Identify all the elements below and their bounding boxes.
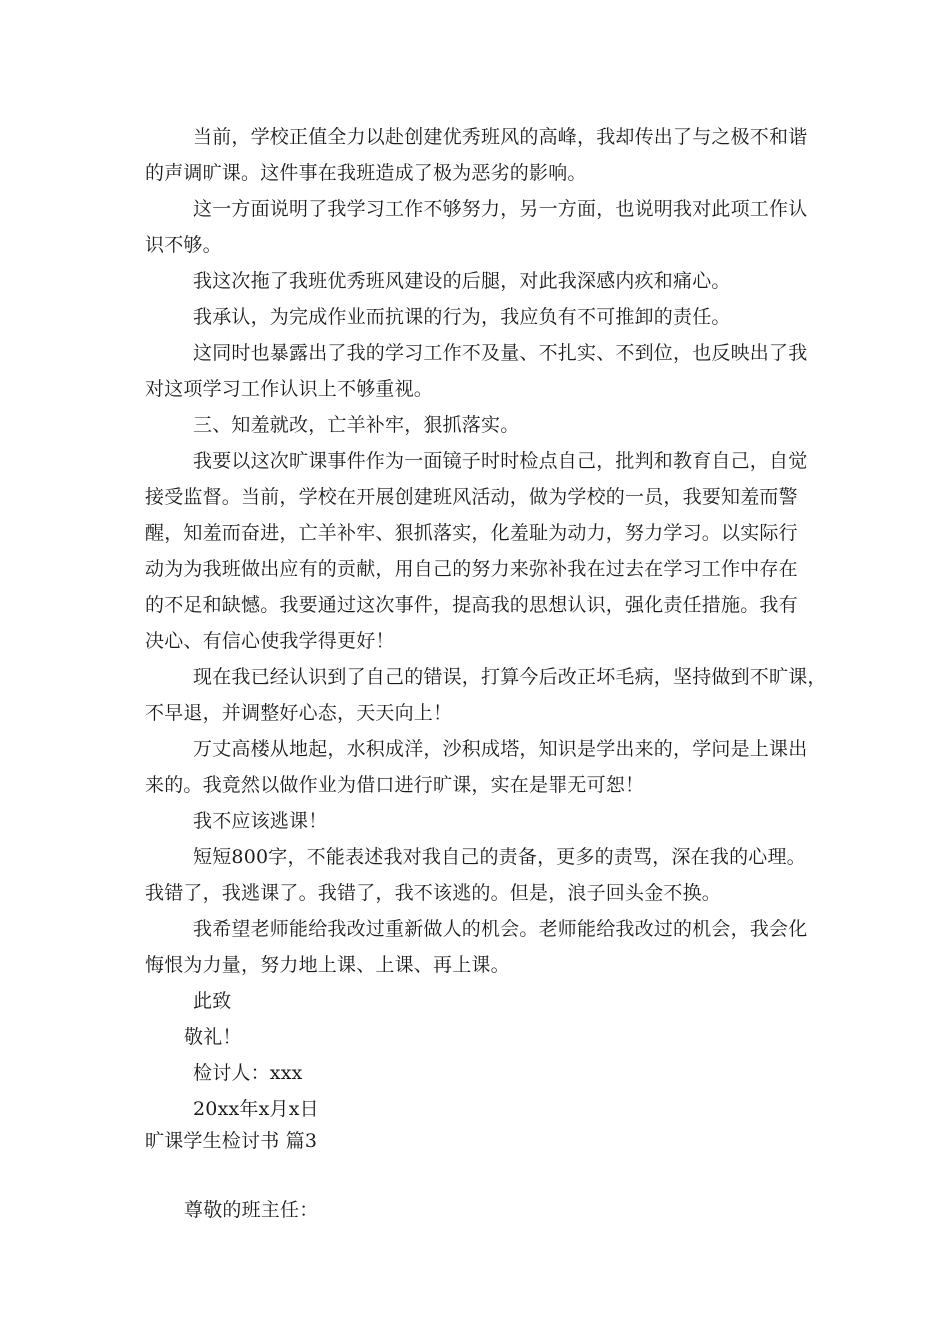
paragraph-line: 对这项学习工作认识上不够重视。 (145, 378, 434, 400)
paragraph-line: 不早退，并调整好心态，天天向上！ (145, 702, 453, 724)
article-title: 旷课学生检讨书 篇3 (145, 1130, 318, 1152)
paragraph-line: 万丈高楼从地起，水积成洋，沙积成塔，知识是学出来的，学问是上课出 (193, 738, 808, 760)
paragraph-line: 接受监督。当前，学校在开展创建班风活动，做为学校的一员，我要知羞而警 (145, 486, 798, 508)
paragraph-line: 识不够。 (145, 234, 222, 256)
paragraph-line: 我不应该逃课！ (193, 810, 328, 832)
date-line: 20xx年x月x日 (193, 1098, 319, 1120)
paragraph-line: 这一方面说明了我学习工作不够努力，另一方面，也说明我对此项工作认 (193, 198, 808, 220)
paragraph-line: 我错了，我逃课了。我错了，我不该逃的。但是，浪子回头金不换。 (145, 882, 722, 904)
greeting-line: 尊敬的班主任： (184, 1199, 319, 1221)
paragraph-line: 这同时也暴露出了我的学习工作不及量、不扎实、不到位，也反映出了我 (193, 342, 808, 364)
paragraph-line: 悔恨为力量，努力地上课、上课、再上课。 (145, 954, 510, 976)
paragraph-line: 的不足和缺憾。我要通过这次事件，提高我的思想认识，强化责任措施。我有 (145, 594, 798, 616)
paragraph-line: 动为为我班做出应有的贡献，用自己的努力来弥补我在过去在学习工作中存在 (145, 558, 798, 580)
paragraph-line: 我希望老师能给我改过重新做人的机会。老师能给我改过的机会，我会化 (193, 918, 808, 940)
paragraph-line: 我承认，为完成作业而抗课的行为，我应负有不可推卸的责任。 (193, 306, 731, 328)
paragraph-line: 现在我已经认识到了自己的错误，打算今后改正坏毛病，坚持做到不旷课， (193, 666, 827, 688)
paragraph-line: 我要以这次旷课事件作为一面镜子时时检点自己，批判和教育自己，自觉 (193, 450, 808, 472)
paragraph-line: 当前，学校正值全力以赴创建优秀班风的高峰，我却传出了与之极不和谐 (193, 126, 808, 148)
paragraph-line: 来的。我竟然以做作业为借口进行旷课，实在是罪无可恕！ (145, 774, 645, 796)
closing-salutation: 敬礼！ (184, 1026, 242, 1048)
section-heading: 三、知羞就改，亡羊补牢，狠抓落实。 (193, 414, 520, 436)
signature-line: 检讨人：xxx (193, 1062, 303, 1084)
paragraph-line: 醒，知羞而奋进，亡羊补牢、狠抓落实，化羞耻为动力，努力学习。以实际行 (145, 522, 798, 544)
paragraph-line: 短短800字，不能表述我对我自己的责备，更多的责骂，深在我的心理。 (193, 846, 806, 868)
paragraph-line: 的声调旷课。这件事在我班造成了极为恶劣的影响。 (145, 162, 587, 184)
paragraph-line: 我这次拖了我班优秀班风建设的后腿，对此我深感内疚和痛心。 (193, 270, 731, 292)
closing-salutation: 此致 (193, 990, 232, 1012)
paragraph-line: 决心、有信心使我学得更好！ (145, 630, 395, 652)
